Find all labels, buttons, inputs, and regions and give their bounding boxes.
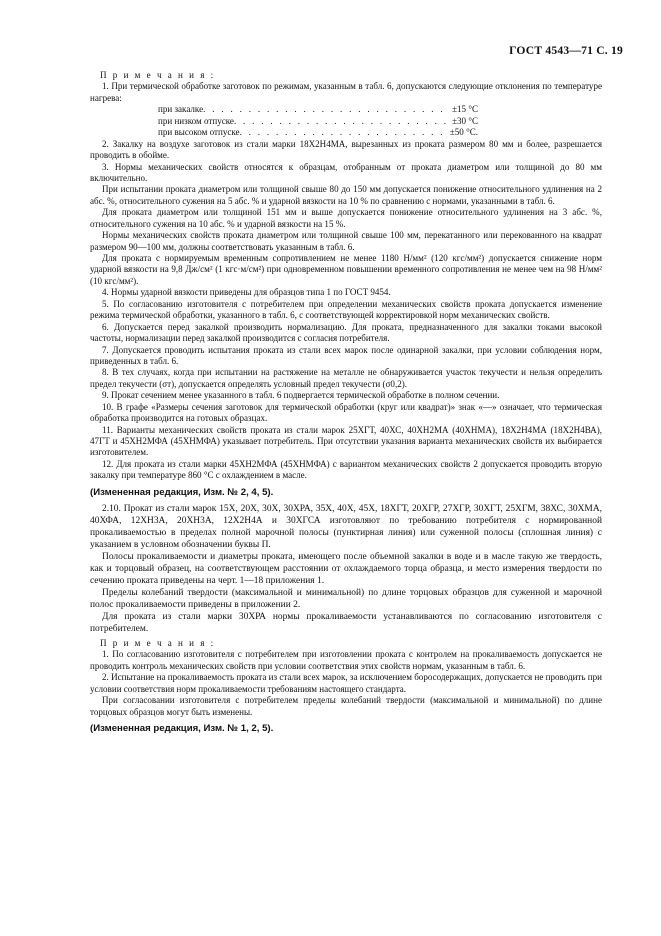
clause-2-10-paragraph: Полосы прокаливаемости и диаметры проката, имеющего после объемной закалки в воде и в масле такую же твердость, как и торцовый образец, на соответствующем расстоянии от охлаждаемого торца образца, и место измерения твердости по сечению проката приведены на черт. 1—18 приложения 1. bbox=[90, 551, 602, 586]
note-10: 10. В графе «Размеры сечения заготовок для термической обработки (круг или квадрат)» знак «—» означает, что термическая обработка производится на готовых образцах. bbox=[90, 401, 602, 424]
note-3-paragraph: Для проката с нормируемым временным сопротивлением не менее 1180 Н/мм² (120 кгс/мм²) допускается снижение норм ударной вязкости на 9,8 Дж/см² (1 кгс·м/см²) при одновременном повышении временного сопротивления не менее чем на 98 Н/мм² (10 кгс/мм²). bbox=[90, 253, 602, 286]
tolerance-row bbox=[158, 104, 478, 115]
revision-note: (Измененная редакция, Изм. № 2, 4, 5). bbox=[90, 486, 274, 498]
revision-note: (Измененная редакция, Изм. № 1, 2, 5). bbox=[90, 722, 274, 734]
note-5: 5. По согласованию изготовителя с потребителем при определении механических свойств проката допускается изменение режима термической обработки, указанного в табл. 6, с соответствующей корректировкой норм механических свойств. bbox=[90, 298, 602, 321]
note-6: 6. Допускается перед закалкой производить нормализацию. Для проката, предназначенного для закалки токами высокой частоты, нормализации перед закалкой производится с согласия потребителя. bbox=[90, 321, 602, 344]
tolerance-row bbox=[158, 116, 478, 127]
note-11: 11. Варианты механических свойств проката из стали марок 25ХГТ, 40ХС, 40ХН2МА (40ХНМА), 18Х2Н4МА (18Х2Н4ВА), 47ГТ и 45ХН2МФА (45ХНМФА) указывает потребитель. При отсутствии указания варианта механических свойств их выбирается изготовителем. bbox=[90, 424, 602, 458]
note-8: 8. В тех случаях, когда при испытании на растяжение на металле не обнаруживается участок текучести и нельзя определить предел текучести (σт), допускается определять условный предел текучести (σ0,2). bbox=[90, 367, 602, 389]
tolerance-value: ±15 °С bbox=[452, 104, 478, 115]
tolerance-value: ±50 °С. bbox=[449, 127, 478, 138]
note-1: 1. По согласованию изготовителя с потребителем при изготовлении проката с контролем на прокаливаемость допускается не проводить контроль механических свойств при условии соответствия этих свойств нормам, указанным в табл. 6. bbox=[90, 649, 602, 671]
notes-label: П р и м е ч а н и я : bbox=[100, 70, 216, 80]
note-3-paragraph: Для проката диаметром или толщиной 151 мм и выше допускается понижение относительного удлинения на 3 абс. %, относительного сужения на 10 абс. % и ударной вязкости на 15 %. bbox=[90, 207, 602, 229]
tolerance-name: при низком отпуске bbox=[158, 115, 234, 126]
clause-2-10-paragraph: Для проката из стали марки 30ХРА нормы прокаливаемости устанавливаются по согласованию изготовителя с потребителем. bbox=[90, 611, 602, 634]
notes-label: П р и м е ч а н и я : bbox=[100, 637, 216, 648]
clause-2-10: 2.10. Прокат из стали марок 15Х, 20Х, 30Х, 30ХРА, 35Х, 40Х, 45Х, 18ХГТ, 20ХГР, 27ХГР, 30ХГТ, 25ХГМ, 38ХС, 30ХМА, 40ХФА, 12ХН3А, 20ХН3А, 12Х2Н4А и 30ХГСА изготовляют по требованию потребителя с нормированной прокаливаемостью в пределах полной марочной полосы (пунктирная линия) или суженной полосы (сплошная линия) с указанием в условном обозначении буквы П. bbox=[90, 503, 602, 550]
tolerance-row bbox=[158, 127, 478, 138]
note-7: 7. Допускается проводить испытания проката из стали всех марок после одинарной закалки, при условии соблюдения норм, приведенных в табл. 6. bbox=[90, 344, 602, 366]
note-4: 4. Нормы ударной вязкости приведены для образцов типа 1 по ГОСТ 9454. bbox=[102, 287, 391, 298]
note-3-paragraph: Нормы механических свойств проката диаметром или толщиной свыше 100 мм, перекатанного или перекованного на квадрат размером 90—100 мм, должны соответствовать указанным в табл. 6. bbox=[90, 230, 602, 252]
note-1: 1. При термической обработке заготовок по режимам, указанным в табл. 6, допускаются следующие отклонения по температуре нагрева: bbox=[90, 81, 602, 103]
note-12: 12. Для проката из стали марки 45ХН2МФА (45ХНМФА) с вариантом механических свойств 2 допускается проводить вторую закалку при температуре 860 °С с охлаждением в масле. bbox=[90, 458, 602, 481]
page-header: ГОСТ 4543—71 С. 19 bbox=[509, 44, 623, 57]
document-body bbox=[90, 70, 602, 739]
note-9: 9. Прокат сечением менее указанного в табл. 6 подвергается термической обработке в полном сечении. bbox=[102, 390, 500, 401]
note-2-paragraph: При согласовании изготовителя с потребителем пределы колебаний твердости (максимальной и минимальной) по длине торцовых образцов могут быть изменены. bbox=[90, 695, 602, 717]
note-3-paragraph: При испытании проката диаметром или толщиной свыше 80 до 150 мм допускается понижение относительного удлинения на 2 абс. %, относительного сужения на 5 абс. % и ударной вязкости на 10 % по сравнению с нормами, указанными в табл. 6. bbox=[90, 184, 602, 206]
note-2: 2. Испытание на прокаливаемость проката из стали всех марок, за исключением боросодержащих, допускается не проводить при условии соответствия норм прокаливаемости требованиям настоящего стандарта. bbox=[90, 672, 602, 694]
tolerance-list bbox=[90, 104, 602, 138]
tolerance-name: при высоком отпуске bbox=[158, 127, 240, 138]
note-2: 2. Закалку на воздухе заготовок из стали марки 18Х2Н4МА, вырезанных из проката размером 80 мм и более, разрешается проводить в обойме. bbox=[90, 138, 602, 161]
tolerance-value: ±30 °С bbox=[452, 115, 478, 126]
note-3: 3. Нормы механических свойств относятся к образцам, отобранным от проката диаметром или толщиной до 80 мм включительно. bbox=[90, 161, 602, 183]
clause-2-10-paragraph: Пределы колебаний твердости (максимальной и минимальной) по длине торцовых образцов для суженной и марочной полос прокаливаемости приведены в приложении 2. bbox=[90, 587, 602, 610]
tolerance-name: при закалке bbox=[158, 104, 204, 115]
